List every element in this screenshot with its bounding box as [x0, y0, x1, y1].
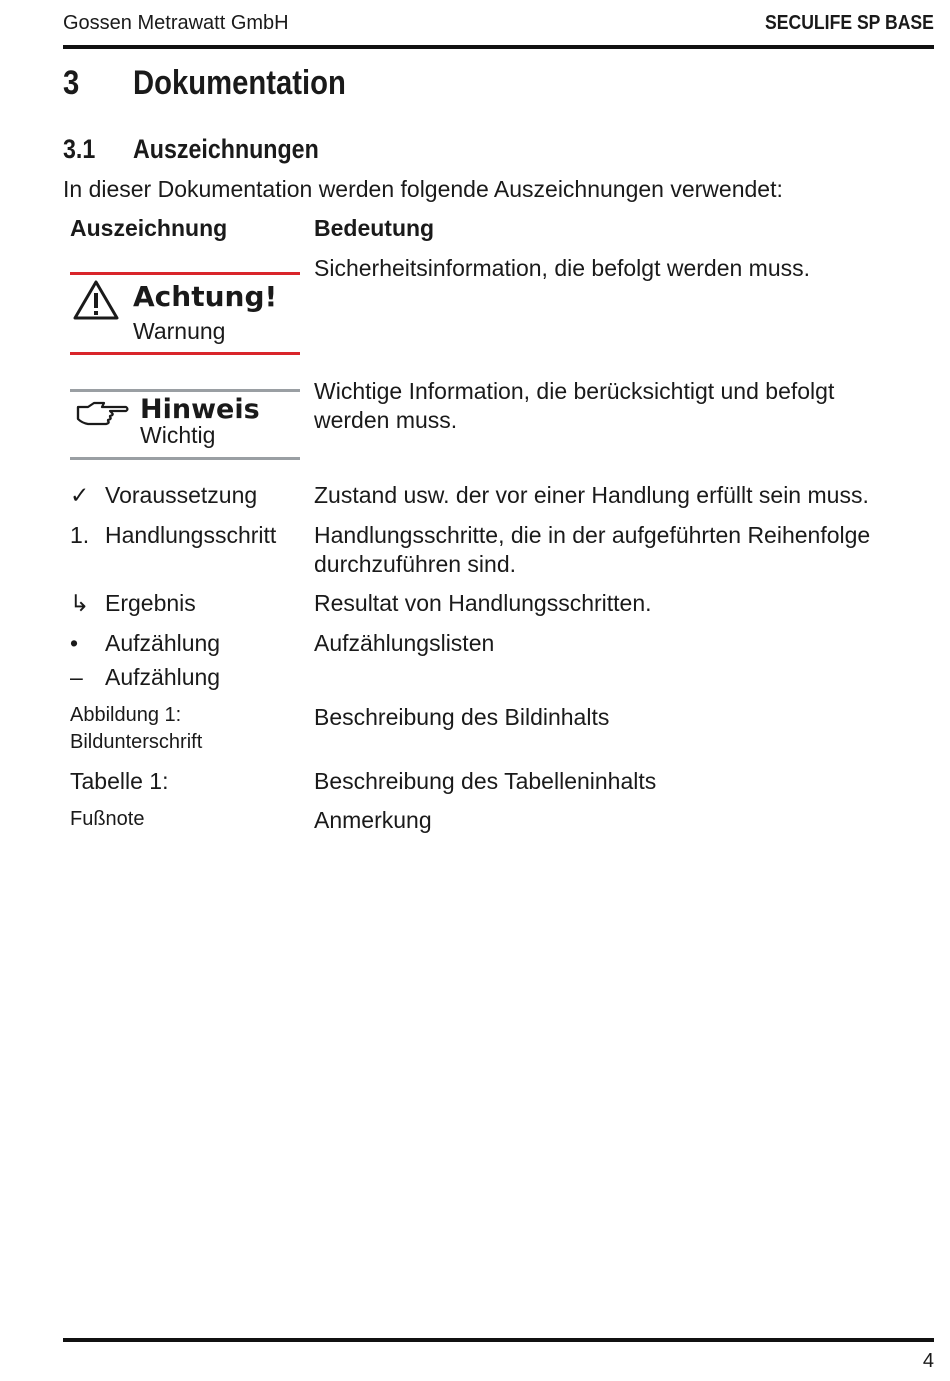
warning-subtitle: Warnung [133, 318, 226, 344]
result-meaning: Resultat von Handlungsschritten. [314, 590, 652, 616]
dash-label: Aufzählung [105, 664, 221, 690]
warning-title: Achtung! [133, 280, 278, 313]
warning-bottom-rule [70, 352, 300, 355]
warning-triangle-icon [73, 280, 119, 325]
figure-meaning: Beschreibung des Bildinhalts [314, 704, 610, 730]
note-top-rule [70, 389, 300, 392]
dash-icon: – [70, 664, 83, 690]
prerequisite-meaning: Zustand usw. der vor einer Handlung erfüllt sein muss. [314, 482, 869, 508]
header-company: Gossen Metrawatt GmbH [63, 12, 289, 34]
step-number: 1. [70, 522, 90, 548]
prerequisite-label: Voraussetzung [105, 482, 258, 508]
section-number: 3 [63, 64, 80, 102]
page-number: 4 [922, 1350, 934, 1372]
warning-top-rule [70, 272, 300, 275]
header-product: SECULIFE SP BASE [765, 12, 934, 34]
bullet-meaning: Aufzählungslisten [314, 630, 495, 656]
header-rule [63, 45, 934, 49]
bullet-label: Aufzählung [105, 630, 221, 656]
warning-meaning: Sicherheitsinformation, die befolgt werden muss. [314, 255, 811, 281]
note-title: Hinweis [140, 394, 260, 425]
pointing-hand-icon [74, 399, 130, 432]
subsection-number: 3.1 [63, 134, 96, 164]
note-meaning-line2: werden muss. [314, 407, 458, 433]
result-label: Ergebnis [105, 590, 196, 616]
col1-header: Auszeichnung [70, 215, 228, 241]
footnote-meaning: Anmerkung [314, 807, 432, 833]
figure-label-line2: Bildunterschrift [70, 731, 203, 753]
figure-label-line1: Abbildung 1: [70, 704, 182, 726]
intro-text: In dieser Dokumentation werden folgende Auszeichnungen verwendet: [63, 176, 783, 202]
step-meaning-line1: Handlungsschritte, die in der aufgeführten Reihenfolge [314, 522, 871, 548]
table-caption-meaning: Beschreibung des Tabelleninhalts [314, 768, 657, 794]
checkmark-icon: ✓ [70, 482, 90, 508]
bullet-icon: • [70, 630, 79, 656]
note-meaning-line1: Wichtige Information, die berücksichtigt und befolgt [314, 378, 835, 404]
result-arrow-icon: ↳ [70, 590, 90, 616]
table-caption-label: Tabelle 1: [70, 768, 169, 794]
subsection-title: Auszeichnungen [133, 134, 319, 164]
step-label: Handlungsschritt [105, 522, 277, 548]
note-subtitle: Wichtig [140, 422, 216, 448]
note-bottom-rule [70, 457, 300, 460]
step-meaning-line2: durchzuführen sind. [314, 551, 517, 577]
col2-header: Bedeutung [314, 215, 435, 241]
footer-rule [63, 1338, 934, 1342]
footnote-label: Fußnote [70, 808, 145, 830]
section-title: Dokumentation [133, 64, 346, 102]
